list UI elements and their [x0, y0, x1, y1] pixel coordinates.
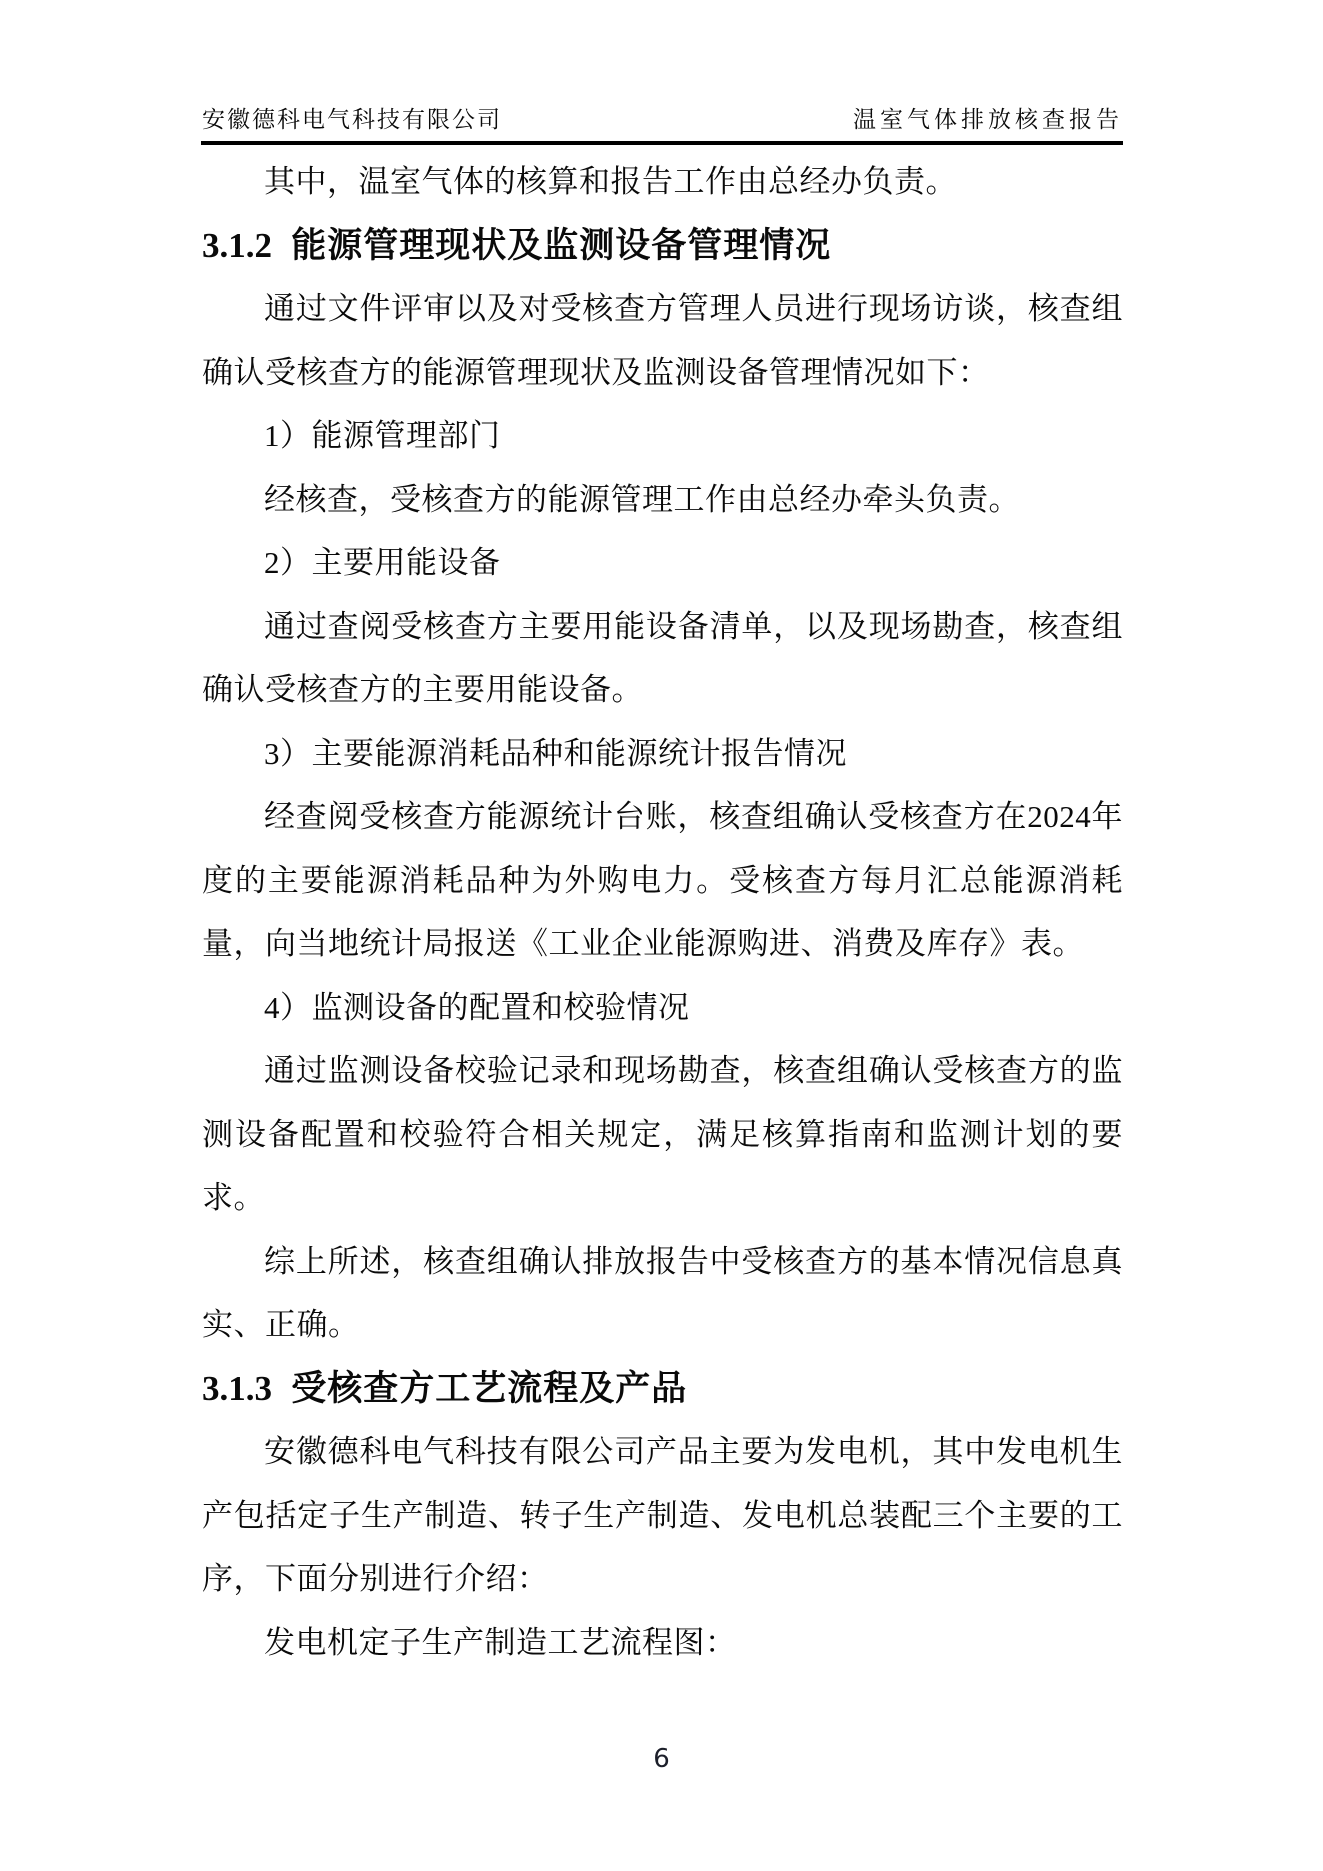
header-company-name: 安徽德科电气科技有限公司	[202, 107, 502, 132]
document-body	[202, 150, 1123, 1674]
paragraph: 经查阅受核查方能源统计台账，核查组确认受核查方在2024年度的主要能源消耗品种为外购电力。受核查方每月汇总能源消耗量，向当地统计局报送《工业企业能源购进、消费及库存》表。	[202, 799, 1123, 961]
section-number: 3.1.2	[202, 225, 272, 265]
paragraph: 经核查，受核查方的能源管理工作由总经办牵头负责。	[264, 481, 1020, 517]
paragraph: 安徽德科电气科技有限公司产品主要为发电机，其中发电机生产包括定子生产制造、转子生产制造、发电机总装配三个主要的工序，下面分别进行介绍：	[202, 1434, 1123, 1596]
paragraph: 通过文件评审以及对受核查方管理人员进行现场访谈，核查组确认受核查方的能源管理现状及监测设备管理情况如下：	[202, 291, 1123, 390]
list-item: 4）监测设备的配置和校验情况	[264, 989, 690, 1025]
paragraph: 综上所述，核查组确认排放报告中受核查方的基本情况信息真实、正确。	[202, 1243, 1123, 1342]
paragraph: 其中，温室气体的核算和报告工作由总经办负责。	[264, 164, 957, 199]
section-title: 能源管理现状及监测设备管理情况	[291, 225, 832, 265]
list-item: 2）主要用能设备	[264, 545, 501, 580]
paragraph: 发电机定子生产制造工艺流程图：	[264, 1624, 737, 1660]
list-item: 3）主要能源消耗品种和能源统计报告情况	[264, 735, 847, 771]
list-item: 1）能源管理部门	[264, 418, 501, 453]
page-number: 6	[653, 1744, 670, 1774]
section-heading-3-1-3	[202, 1357, 1123, 1421]
paragraph: 通过监测设备校验记录和现场勘查，核查组确认受核查方的监测设备配置和校验符合相关规定，满足核算指南和监测计划的要求。	[202, 1053, 1123, 1215]
section-title: 受核查方工艺流程及产品	[291, 1368, 688, 1408]
paragraph: 通过查阅受核查方主要用能设备清单，以及现场勘查，核查组确认受核查方的主要用能设备。	[202, 608, 1123, 707]
section-heading-3-1-2	[202, 214, 1123, 278]
section-number: 3.1.3	[202, 1368, 272, 1408]
header-rule	[201, 141, 1123, 145]
page-footer	[0, 1742, 1323, 1776]
running-header	[202, 104, 1123, 136]
header-report-title: 温室气体排放核查报告	[853, 107, 1123, 132]
